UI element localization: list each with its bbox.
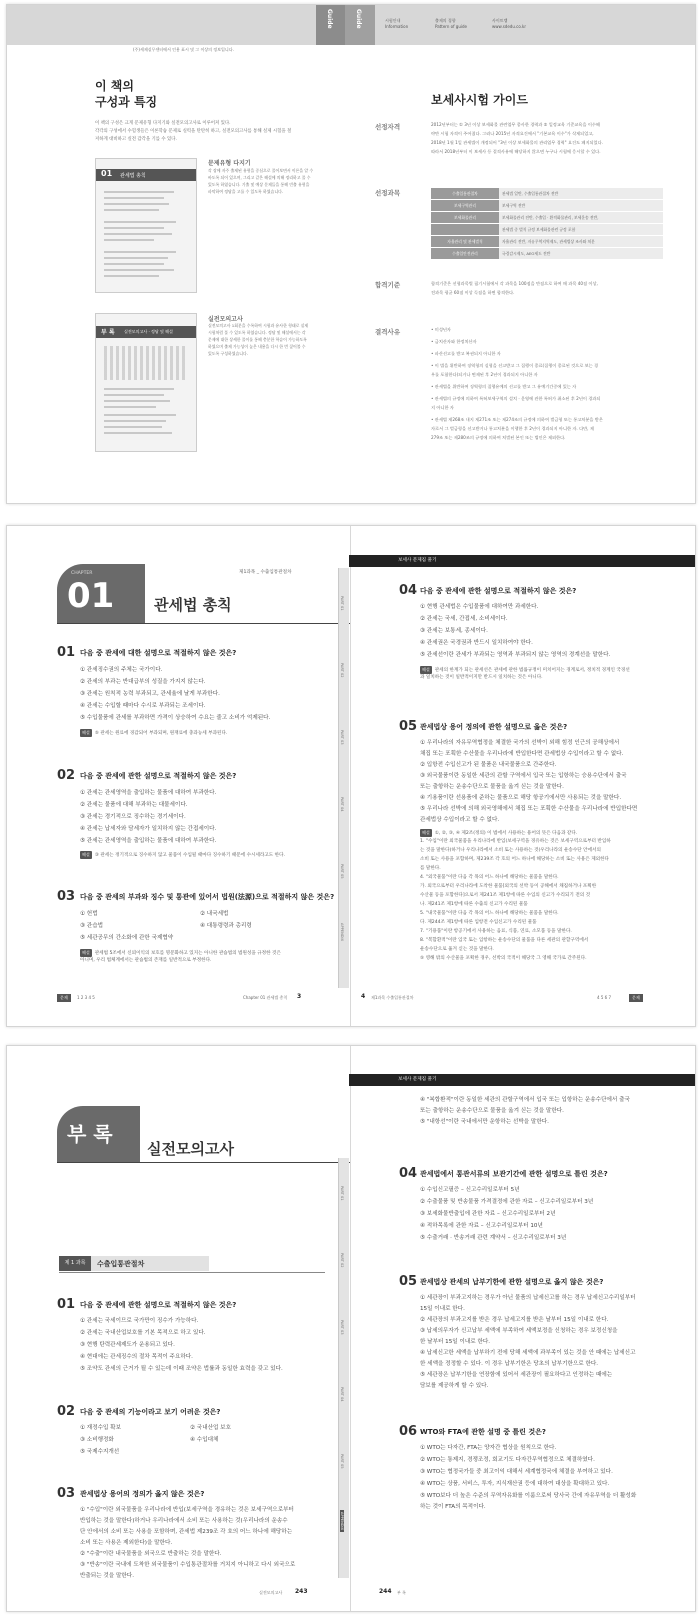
option: ② 수출물품 및 반송물품 가격결정에 관한 자료 – 신고수리일로부터 3년	[420, 1199, 594, 1205]
option: ⑤ 관세선이란 관세가 부과되는 영역과 부과되지 않는 영역의 경계선을 말한다.	[420, 652, 611, 658]
explanation-line: 7. "기용품"이란 항공기에서 사용하는 음료, 식품, 연료, 소모품 등을 말한다.	[420, 929, 572, 934]
feature-desc-line: 하였으며 출제 가능성이 높은 내용을 다시 한 번 짚어볼 수	[208, 344, 306, 349]
explanation-line: 수산물 등을 포함한다]으로서 제241조 제1항에 따른 수입의 신고가 수리되기 전의 것	[420, 893, 591, 898]
info-col-3: 사이트맵 www.sdedu.co.kr	[492, 18, 526, 29]
option: ⑤ 수출거래 · 반송거래 관련 계약서 – 신고수리일로부터 3년	[420, 1235, 567, 1241]
option: ② "수출"이란 내국물품을 외국으로 반출하는 것을 말한다.	[80, 1551, 222, 1557]
option: ⑤ 조약도 관세의 근거가 될 수 있는데 이때 조약은 법률과 동일한 효력을 갖고 있다.	[80, 1366, 283, 1372]
info-col-2: 출제의 경향 Pattern of guide	[435, 18, 467, 29]
table-row: 수출입안전관리 국경감시제도, AEO제도 전반	[431, 248, 663, 260]
option: ① 수입신고필증 – 신고수리일로부터 5년	[420, 1187, 520, 1193]
thumb-chapter-num: 01	[101, 169, 113, 178]
disqualify-line: • 관세법을 위반하여 징역형의 집행유예의 선고를 받고 그 유예기간중에 있는 자	[431, 384, 577, 389]
side-tab[interactable]: PART 01	[340, 1186, 344, 1201]
section-label-eligibility: 선정자격	[375, 123, 401, 131]
thumb-appendix-title: 실전모의고사 · 정답 및 해설	[124, 329, 173, 334]
explanation-line: ⑤ 영해 밖의 수산물을 포획한 경우, 선박의 국적이 해당국 그 영해 국가로 간주된다.	[420, 956, 587, 961]
eligibility-line: 2012년부터는 ① 3년 이상 보세화물 관련업무 종사한 경력과 ② 일정교육 기준교육을 이수해	[431, 122, 600, 127]
explanation: 해설 ③ 관세는 정기적으로 징수하지 않고 물품이 수입될 때마다 징수하기 때문에 수시세라고도 한다.	[82, 852, 286, 858]
side-tab[interactable]: PART 05	[340, 864, 344, 879]
option: ① 세관장이 부과고지하는 경우가 아닌 물품의 납세신고를 하는 경우 납세신고수리일부터	[420, 1295, 636, 1301]
feature-desc-line: 문제에 대한 상세한 풀이를 통해 충분한 학습이 가능하도록	[208, 337, 307, 342]
option: 관세법상 수입이라고 할 수 없다.	[420, 817, 500, 823]
side-tab[interactable]: PART 04	[340, 797, 344, 812]
explanation-line: 8. "복합환적"이란 입국 또는 입항하는 운송수단의 물품을 다른 세관의 관할구역에서	[420, 938, 589, 943]
option: ② 세관장의 부과고지를 받은 경우 납세고지를 받은 날부터 15일 이내로 한다.	[420, 1317, 609, 1323]
table-row: 보세구역관리 보세구역 전반	[431, 200, 663, 212]
option: ① 관세징수권의 주체는 국가이다.	[80, 667, 163, 673]
option: 담보를 제공하게 할 수 있다.	[420, 1383, 489, 1389]
option: ③ 소비행정화	[80, 1437, 114, 1443]
explanation-line: 소비 또는 사용을 포함하며, 제239조 각 호의 어느 하나에 해당하는 소비 또는 사용은 제외한다	[420, 857, 609, 862]
explanation-line: 는 것을 말한다)하거나 우리나라에서 소비 또는 사용하는 것(우리나라의 운송수단 안에서의	[420, 848, 601, 853]
chapter-label: CHAPTER	[71, 571, 93, 576]
option: ③ 현행 탄력관세제도가 운용되고 있다.	[80, 1342, 175, 1348]
option: ④ "복합환적"이란 동일한 세관의 관할구역에서 입국 또는 입항하는 운송수단에서 출국	[420, 1097, 630, 1103]
question-text: WTO와 FTA에 관한 설명 중 틀린 것은?	[420, 1428, 546, 1436]
footer-title: 실전모의고사	[259, 1590, 283, 1595]
option: ② 내국세법	[200, 911, 229, 917]
chapter-block	[57, 564, 145, 624]
explanation: 해설 관세의 한계가 되는 관세선은 관세에 관한 법률규정이 미치어지는 경계로서, 정치적 경계인 국경선	[422, 667, 630, 673]
question-text: 관세법상 관세의 납부기한에 관한 설명으로 옳지 않은 것은?	[420, 1278, 604, 1286]
explain-chip: 해설	[82, 730, 90, 735]
option: ① "수입"이란 외국물품을 우리나라에 반입(보세구역을 경유하는 것은 보세구역으로부터	[80, 1507, 294, 1513]
part-side-tabs	[338, 1158, 349, 1578]
explanation: 해설 ①, ②, ③, ④ 제2조(정의) 이 법에서 사용하는 용어의 뜻은 다음과 같다.	[422, 830, 578, 836]
intro-line: 각각의 구성에서 수험생들은 이론학습 문제로 실력을 탄탄히 하고, 실전모의고사를 통해 실제 시험을 철	[95, 129, 292, 134]
page-number: 244	[379, 1588, 392, 1595]
option: ① 재정수입 확보	[80, 1425, 121, 1431]
option: 15일 이내로 한다.	[420, 1306, 465, 1312]
chapter-number: 01	[67, 576, 115, 616]
feature-desc-line: 바도록 되어 있으며, 그리고 같은 해설에 의해 정리하고 풀 수	[208, 175, 311, 180]
question-text: 다음 중 관세에 관한 설명으로 적절하지 않은 것은?	[80, 1301, 237, 1309]
option: 단 안에서의 소비 또는 사용을 포함하며, 관세법 제239조 각 호의 어느 하나에 해당하는	[80, 1529, 293, 1535]
spread-appendix	[6, 1045, 696, 1612]
question-text: 관세법에서 통관서류의 보관기간에 관한 설명으로 틀린 것은?	[420, 1170, 608, 1178]
info-col-1: 시험안내 Information	[385, 18, 409, 29]
footer-chapter: Chapter 01 관세법 총칙	[243, 995, 288, 1000]
option: ② 입항전 수입신고가 된 물품은 내국물품으로 간주한다.	[420, 762, 557, 768]
option: ③ 관세는 보통세, 종세이다.	[420, 628, 488, 634]
option: ⑤ WTO보다 더 높은 수준의 무역자유화를 이룸으로써 당사국 간에 자유무역을 더 활성화	[420, 1493, 637, 1499]
section-title: 수출입통관절차	[97, 1260, 145, 1268]
option: ② 관세는 국내산업보호를 기본 목적으로 하고 있다.	[80, 1330, 206, 1336]
option: 소비 또는 사용은 제외한다)을 말한다.	[80, 1540, 173, 1546]
option: 채집 또는 포획한 수산물을 우리나라에 반입한다면 관세법상 수입이라고 할 수 없다.	[420, 751, 624, 757]
explain-chip: 해설	[422, 830, 430, 835]
feature-desc-line: 파악하여 정답을 고를 수 있도록 하였습니다.	[208, 189, 284, 194]
page-number: 4	[361, 993, 366, 1000]
question-number: 05	[399, 1274, 418, 1289]
explanation-line: 4. "외국물품"이란 다음 각 목의 어느 하나에 해당하는 물품을 말한다.	[420, 875, 559, 880]
option: ① 우리나라의 자유무역협정을 체결한 국가의 선박이 외해 힘정 인근의 공해상에서	[420, 740, 620, 746]
feature-desc-line: 있도록 하였습니다. 기출 및 예상 문제들을 통해 빈출 유형을	[208, 182, 310, 187]
appendix-title: 실전모의고사	[147, 1140, 234, 1158]
option: ⑤ 국제수지개선	[80, 1449, 120, 1455]
option: ② 관세의 부과는 반대급부의 성질을 가지지 않는다.	[80, 679, 206, 685]
explanation-line: 1. "수입"이란 외국물품을 우리나라에 반입(보세구역을 경유하는 것은 보세구역으로부터 반입하	[420, 839, 611, 844]
disqualify-line: • 이 법을 위반하여 징역형의 실형을 선고받고 그 집행이 종료(집행이 종료된 것으로 보는 경	[431, 363, 599, 368]
explanation-line: 운송수단으로 옮겨 싣는 것을 말한다.	[420, 947, 494, 952]
footer-title: 부 록	[397, 1590, 406, 1595]
option: ③ "반송"이란 국내에 도착한 외국물품이 수입통관절차를 거치지 아니하고 다시 외국으로	[80, 1562, 296, 1568]
disqualify-line: 지 아니한 자	[431, 405, 454, 410]
question-text: 관세법상 용어 정의에 관한 설명으로 옳은 것은?	[420, 723, 568, 731]
option: 한 세액을 정정할 수 있다. 이 경우 납부기한은 당초의 납부기한으로 한다.	[420, 1361, 599, 1367]
header-caption: (주)세제실무센터에서 인용 표시 및 그 이상의 정보입니다.	[133, 47, 234, 52]
option: ⑤ 우리나라 선박에 의해 외국영해에서 채집 또는 포획한 수산물을 우리나라에 반입한다면	[420, 806, 638, 812]
option: ⑤ 세관장은 납부기한을 연장함에 있어서 세관장이 필요하다고 인정하는 때에는	[420, 1372, 613, 1378]
option: ⑤ 수입물품에 관세를 부과하면 가격이 상승하여 수요는 줄고 소비가 억제된다.	[80, 715, 271, 721]
option: ④ 수입대체	[190, 1437, 219, 1443]
feature-desc-line: 실전모의고사 1회분을 수록하여 시험과 유사한 형태로 실제	[208, 323, 309, 328]
question-text: 관세법상 용어의 정의가 옳지 않은 것은?	[80, 1490, 205, 1498]
option: ④ 관세는 납세자와 담세자가 일치하지 않는 간접세이다.	[80, 826, 217, 832]
page-number: 243	[295, 1588, 308, 1595]
side-tab[interactable]: PART 04	[340, 1387, 344, 1402]
side-tab[interactable]: PART 03	[340, 1320, 344, 1335]
option: 반출되는 것을 말한다.	[80, 1573, 134, 1579]
disqualify-line: • 관세법 제268조 내지 제271조 또는 제274조의 규정에 의하여 벌금형 또는 통고처분을 받은	[431, 417, 603, 422]
disqualify-line: • 미성년자	[431, 327, 451, 332]
option: ④ 관세권은 국경권과 반드시 일치하여야 한다.	[420, 640, 533, 646]
option: ⑤ 관세는 관세영역을 출입하는 물품에 대하여 부과한다.	[80, 838, 217, 844]
part-caption: 제1과목 _ 수출입통관절차	[239, 570, 292, 575]
question-number: 05	[399, 719, 418, 734]
section-label-pass: 합격기준	[375, 281, 401, 289]
banner-text: 보세사 문제집 풀기	[398, 1077, 437, 1082]
table-row: 수출입통관절차 관세법 일반, 수출입통관절차 전반	[431, 188, 663, 200]
feature-desc-line: 시험처럼 풀 수 있도록 하였습니다. 정답 및 해설에서는 각	[208, 330, 306, 335]
table-row: 관세법 중 벌칙 규정 보세화물관련 규정 포함	[431, 224, 663, 236]
question-text: 다음 중 관세에 관한 설명으로 적절하지 않은 것은?	[420, 587, 577, 595]
footer-pages: 4 5 6 7	[597, 995, 611, 1000]
feature-thumb-mock	[95, 313, 197, 452]
explanation-line: 과 일치하는 것이 일반적이지만 반드시 일치하는 것은 아니다.	[420, 675, 543, 680]
disqualify-line: • 파산선고를 받고 복권되지 아니한 자	[431, 351, 501, 356]
thumb-appendix-label: 부 록	[101, 329, 115, 336]
option: ⑤ 세관공무의 간소화에 관한 국제협약	[80, 935, 174, 941]
option: ④ WTO는 상품, 서비스, 투자, 지식재산권 등에 대하여 대상을 확대하고 있다.	[420, 1481, 610, 1487]
option: ② WTO는 통제지, 경쟁조정, 회교기도 다자간무역협정으로 체결하였다.	[420, 1457, 595, 1463]
question-number: 01	[57, 645, 76, 660]
side-tab-active[interactable]: APPENDIX	[340, 1512, 344, 1531]
disqualify-line: • 금치산자와 한정치산자	[431, 339, 477, 344]
disqualify-line: 자로서 그 벌금형을 선고받거나 통고처분을 이행한 후 2년이 경과되지 아니한 자. 다만, 제	[431, 426, 594, 431]
question-number: 04	[399, 1166, 418, 1181]
question-number: 02	[57, 1404, 76, 1419]
question-text: 다음 중 관세에 대한 설명으로 적절하지 않은 것은?	[80, 649, 237, 657]
option: ③ 납세의무자가 신고납부 세액에 부족하여 세액보정을 신청하는 경우 보정신청을	[420, 1328, 618, 1334]
question-number: 01	[57, 1297, 76, 1312]
question-number: 03	[57, 1486, 76, 1501]
footer-part: 제1과목 수출입통관절차	[371, 995, 414, 1000]
pass-line: 전과목 평균 60점 이상 득점을 하면 합격한다.	[431, 290, 515, 295]
explanation-line: 가. 외국으로부터 우리나라에 도착한 물품[외국의 선박 등이 공해에서 채집하거나 포획한	[420, 884, 597, 889]
guide-tab-right: Guide	[345, 5, 375, 45]
option: ③ 관습법	[80, 923, 104, 929]
feature-desc-line: 각 장에 자주 출제된 유형을 중심으로 풀어보면서 이론을 알 수	[208, 168, 314, 173]
explain-chip: 해설	[82, 950, 90, 955]
section-chip: 제 1 과목	[59, 1256, 91, 1271]
disqualify-line: 279조 또는 제280조의 규정에 의하여 처벌된 본인 또는 법인은 제외한다.	[431, 435, 566, 440]
option: ③ 외국물품이란 동일한 세관의 관할 구역에서 입국 또는 입항하는 승용수단에서 출국	[420, 773, 627, 779]
option: 반입하는 것을 말한다)하거나 우리나라에서 소비 또는 사용하는 것(우리나라의 운송수	[80, 1518, 288, 1524]
option: ① 관세는 관세영역을 출입하는 물품에 대하여 부과한다.	[80, 790, 217, 796]
feature-thumb-problems	[95, 158, 197, 293]
table-row: 보세화물관리 보세화물관리 전반, 수출입 · 환적화물관리, 보세운송 전반,	[431, 212, 663, 224]
footer-box: 문제	[57, 994, 71, 1002]
option: ④ 적하목록에 관한 자료 – 신고수리일로부터 10년	[420, 1223, 543, 1229]
side-tab[interactable]: PART 03	[340, 730, 344, 745]
appendix-label: 부 록	[67, 1122, 113, 1146]
side-tab[interactable]: PART 01	[340, 596, 344, 611]
intro-line: 이 책의 구성은 크게 문제유형 다지기와 실전모의고사로 이루어져 있다.	[95, 121, 231, 126]
page-banner	[349, 1074, 695, 1086]
option: 한 날부터 15일 이내로 한다.	[420, 1339, 491, 1345]
option: ② 관세는 국세, 간접세, 소비세이다.	[420, 616, 508, 622]
disqualify-line: • 관세법의 규정에 의하여 특허보세구역의 설치 · 운영에 관한 특허가 취소된 후 2년이 경과되	[431, 396, 601, 401]
option: ① 헌법	[80, 911, 98, 917]
option: ① 현행 관세법은 수입물품에 대하여만 과세한다.	[420, 604, 539, 610]
option: ④ 관세는 수입할 때마다 수시로 부과되는 조세이다.	[80, 703, 206, 709]
option: 하는 것이 FTA의 목적이다.	[420, 1504, 486, 1510]
chapter-title: 관세법 총칙	[154, 596, 232, 614]
spread-guide	[6, 4, 696, 504]
question-text: 다음 중 관세에 관한 설명으로 적절하지 않은 것은?	[80, 772, 237, 780]
part-side-tabs	[338, 568, 349, 988]
question-number: 02	[57, 768, 76, 783]
page-number: 3	[297, 993, 302, 1000]
eligibility-line: 2018년 1월 1일 관세법이 개정되어 "3년 이상 보세화물의 관리업무 경력" 요건도 폐지되었다.	[431, 140, 603, 145]
question-text: 다음 중 관세의 기능이라고 보기 어려운 것은?	[80, 1408, 221, 1416]
question-number: 04	[399, 583, 418, 598]
banner-text: 보세사 문제집 풀기	[398, 558, 437, 563]
eligibility-line: 따라서 2018년부터 이 보세사 등 결격사유에 해당하지 않으면 누구나 시험에 응시할 수 있다.	[431, 149, 601, 154]
question-number: 06	[399, 1424, 418, 1439]
structure-title-2: 구성과 특징	[95, 95, 158, 109]
feature-title-mock: 실전모의고사	[208, 316, 243, 323]
option: ① WTO는 다자간, FTA는 양자간 협상을 원칙으로 한다.	[420, 1445, 557, 1451]
subject-table	[431, 188, 663, 260]
option: ③ WTO는 협정국가들 중 최고이익 대해서 세계협정국에 체결을 부여하고 있다.	[420, 1469, 613, 1475]
option: ④ 현대에는 관세징수의 절차 목적이 주요하다.	[80, 1354, 193, 1360]
section-label-disqualify: 결격사유	[375, 328, 401, 336]
option: ① 관세는 국세이므로 국가만이 징수가 가능하다.	[80, 1318, 199, 1324]
side-tab[interactable]: APPENDIX	[340, 923, 344, 942]
option: ③ 관세는 원칙적 농력 부과되고, 관세율에 날게 부과한다.	[80, 691, 220, 697]
feature-title-problems: 문제유형 다지기	[208, 160, 251, 167]
footer-box: 문제	[629, 994, 643, 1002]
intro-line: 저하게 대비하고 실전 감각을 기를 수 있다.	[95, 137, 177, 142]
explain-chip: 해설	[422, 667, 430, 672]
feature-desc-line: 있도록 구성하였습니다.	[208, 351, 249, 356]
explanation-line: 를 말한다.	[420, 866, 441, 871]
thumb-chapter-title: 관세법 총칙	[120, 173, 146, 179]
option: ② 국내산업 보호	[190, 1425, 231, 1431]
explanation: 해설 ⑤ 관세는 원료에 경감되어 부과되며, 원재료에 충과능세 부과된다.	[82, 730, 228, 736]
explanation-line: 아니며, 우리 법체계에서는 관습법의 존재를 일반적으로 부정한다.	[80, 958, 212, 963]
footer-pages: 1 2 3 4 5	[77, 995, 95, 1000]
explanation-line: 다. 제244조 제1항에 따른 입항전 수입신고가 수리된 물품	[420, 920, 537, 925]
side-tab[interactable]: PART 05	[340, 1454, 344, 1469]
option: ② 관세는 물품에 대해 부과하는 대물세이다.	[80, 802, 188, 808]
structure-title-1: 이 책의	[95, 79, 134, 93]
side-tab[interactable]: PART 02	[340, 663, 344, 678]
question-text: 다음 중 관세의 부과와 징수 및 통관에 있어서 법원(法源)으로 적절하지 않은 것은?	[80, 893, 335, 901]
explanation: 해설 관세법 5조에서 신뢰이익의 보호를 명문화하고 있지는 아니한 관습법의 법원성을 규정한 것은	[82, 950, 281, 956]
section-tag	[59, 1256, 209, 1271]
guide-tab-left: Guide	[316, 5, 346, 45]
spread-chapter-01	[6, 525, 696, 1027]
table-row: 자율관리 및 관세벌칙 자율관리 전반, 자유무역지역제도, 관세법상 조사와 처분	[431, 236, 663, 248]
section-label-subjects: 선정과목	[375, 189, 401, 197]
explain-chip: 해설	[82, 852, 90, 857]
option: 또는 출항하는 운송수단으로 물품을 옮겨 싣는 것을 말한다.	[420, 1108, 564, 1114]
appendix-block	[57, 1106, 140, 1162]
option: ④ 기용품이란 선용품에 준하는 물품으로 해당 항공기에서만 사용되는 것을 말한다.	[420, 795, 622, 801]
pass-line: 합격기준은 선형과목별 필기시험에서 각 과목을 100점을 만점으로 하여 매 과목 40점 이상,	[431, 281, 598, 286]
disqualify-line: 우를 포함한다)되거나 면제된 후 2년이 경과되지 아니한 자	[431, 372, 538, 377]
option: ③ 관세는 경기적으로 징수하는 경기세이다.	[80, 814, 186, 820]
option: ④ 대통령령과 총리령	[200, 923, 252, 929]
option: ③ 보세화물반출입에 관한 자료 – 신고수리일로부터 2년	[420, 1211, 556, 1217]
side-tab[interactable]: PART 02	[340, 1253, 344, 1268]
option: ⑤ "내항선"이란 국내에서만 운항하는 선박을 말한다.	[420, 1119, 549, 1125]
explanation-line: 나. 제241조 제1항에 따른 수출의 신고가 수리된 물품	[420, 902, 528, 907]
exam-guide-title: 보세사시험 가이드	[431, 93, 528, 107]
explanation-line: 5. "내국물품"이란 다음 각 목의 어느 하나에 해당하는 물품을 말한다.	[420, 911, 559, 916]
eligibility-line: 야만 시험 자격이 주어졌다. 그러나 2015년 자격요건에서 "기본교육 이수"가 삭제되었고,	[431, 131, 594, 136]
option: ④ 납세신고한 세액을 납부하기 전에 당해 세액에 과부족이 있는 것을 안 때에는 납세신고	[420, 1350, 636, 1356]
question-number: 03	[57, 889, 76, 904]
option: 또는 출항하는 운송수단으로 물품을 옮겨 싣는 것을 말한다.	[420, 784, 564, 790]
page-banner	[349, 555, 695, 567]
